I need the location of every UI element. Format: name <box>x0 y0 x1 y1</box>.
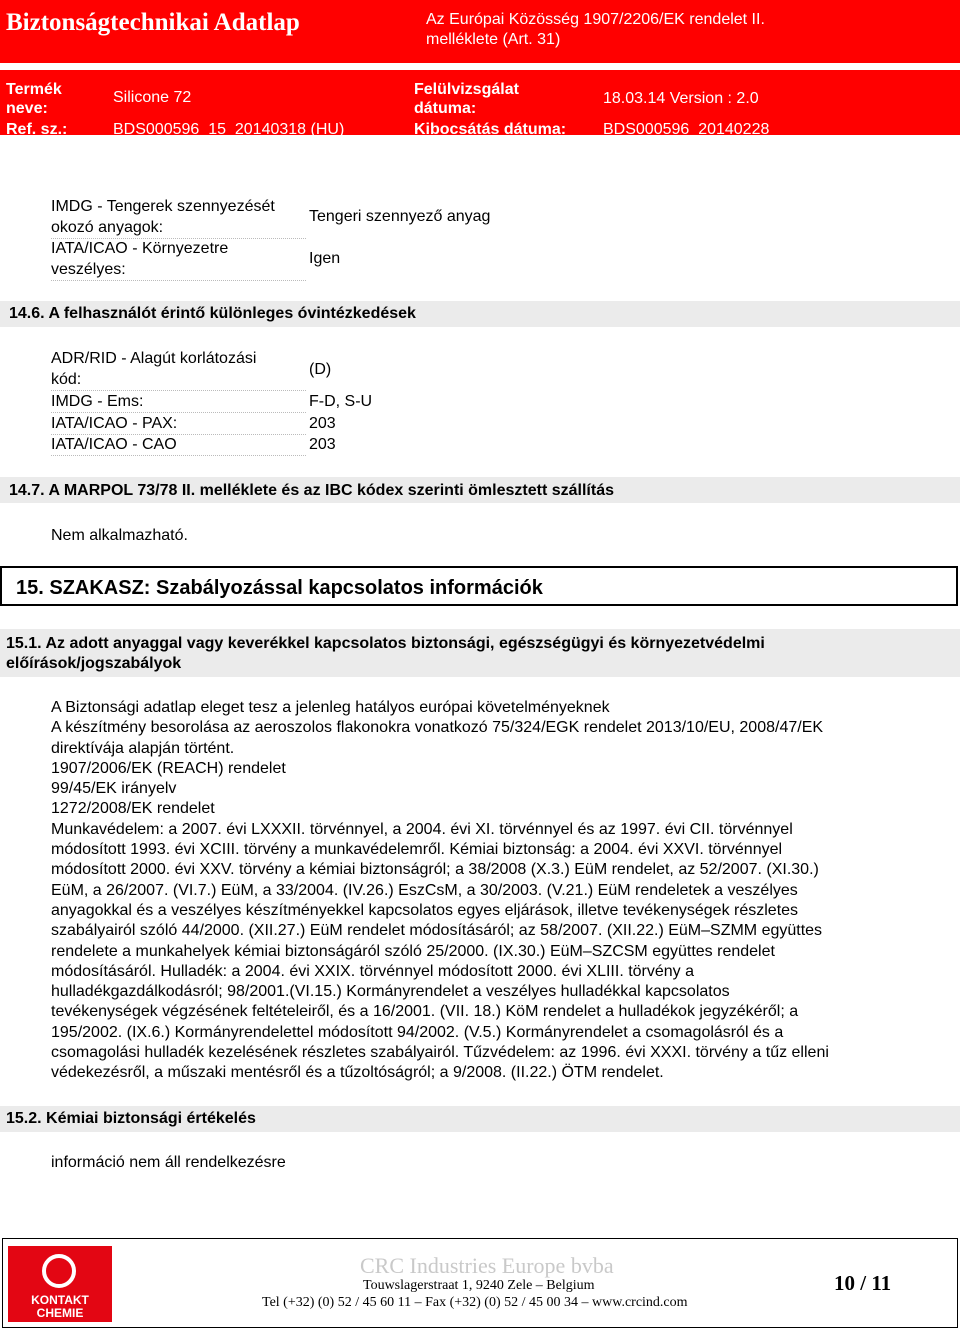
page-number: 10 / 11 <box>834 1271 892 1295</box>
env-row-air-label: IATA/ICAO - Környezetre veszélyes: <box>51 238 306 281</box>
section-15-heading: 15. SZAKASZ: Szabályozással kapcsolatos információk <box>0 566 958 606</box>
body-line: 99/45/EK irányelv <box>51 780 177 798</box>
body-line: védekezésről, a műszaki mentésről és a tűzoltóságról; a 9/2008. (II.22.) ÖTM rendelet. <box>51 1064 664 1082</box>
section-14-6-heading: 14.6. A felhasználót érintő különleges óvintézkedések <box>0 301 960 327</box>
env-row-marine-value: Tengeri szennyező anyag <box>309 208 491 225</box>
pax-value: 203 <box>309 415 336 432</box>
body-line: A készítmény besorolása az aeroszolos flakonokra vonatkozó 75/324/EGK rendelet 2013/10/EU, 2008/47/EK <box>51 719 824 737</box>
issue-date: BDS000596_20140228 <box>603 121 770 138</box>
body-line: módosításáról. Hulladék: a 2004. évi XXIX. törvénnyel módosított 2000. évi XLIII. törvény a <box>51 962 695 980</box>
body-line: anyagokkal és a veszélyes készítményekkel kapcsolatos egyes eljárások, illetve tevékenységek részletes <box>51 901 799 919</box>
tunnel-code-value: (D) <box>309 361 332 378</box>
document-title: Biztonságtechnikai Adatlap <box>6 9 300 36</box>
regulation-reference: Az Európai Közösség 1907/2206/EK rendelet II. melléklete (Art. 31) <box>426 11 765 48</box>
body-line: EüM, a 26/2007. (VI.7.) EüM, a 33/2004. (IV.26.) EszCsM, a 30/2003. (V.21.) EüM rendeletek a veszélyes <box>51 881 798 899</box>
section-15-2-heading: 15.2. Kémiai biztonsági értékelés <box>0 1106 960 1132</box>
product-name-label: Termék neve: <box>6 81 62 117</box>
ref-number: BDS000596_15_20140318 (HU) <box>113 121 345 138</box>
tunnel-code-label: ADR/RID - Alagút korlátozási kód: <box>51 348 306 391</box>
body-line: szabályairól szóló 44/2000. (XII.27.) EüM rendelet módosításáról; az 58/2007. (XII.22.) EüM–SZMM együttes <box>51 922 823 940</box>
body-line: módosított 1993. évi XCIII. törvény a munkavédelemről. Kémiai biztonság: a 2004. évi XXVI. törvénnyel <box>51 841 783 859</box>
section-14-7-text: Nem alkalmazható. <box>51 527 188 544</box>
cao-label: IATA/ICAO - CAO <box>51 434 306 456</box>
company-contact: Tel (+32) (0) 52 / 45 60 11 – Fax (+32) (0) 52 / 45 00 34 – www.crcind.com <box>262 1295 688 1310</box>
product-name: Silicone 72 <box>113 89 192 106</box>
logo-ring-icon <box>42 1254 76 1288</box>
body-line: Munkavédelem: a 2007. évi LXXXII. törvénnyel, a 2004. évi XI. törvénnyel és az 1997. évi CII. törvénnyel <box>51 820 793 838</box>
body-line: direktívája alapján történt. <box>51 739 235 757</box>
section-15-1-body <box>51 698 829 1084</box>
body-line: rendelete a munkahelyek kémiai biztonságáról szóló 25/2000. (IX.30.) EüM–SZCSM együttes rendelet <box>51 942 775 960</box>
body-line: csomagolási hulladék kezelésének részletes szabályairól. Tűzvédelem: az 1996. évi XXXI. törvény a tűz elleni <box>51 1044 829 1062</box>
body-line: 195/2002. (IX.6.) Kormányrendelettel módosított 94/2002. (V.5.) Kormányrendelet a csomagolásról és a <box>51 1023 784 1041</box>
section-15-2-text: információ nem áll rendelkezésre <box>51 1154 286 1171</box>
product-metadata <box>0 70 960 138</box>
env-row-marine-label: IMDG - Tengerek szennyezését okozó anyagok: <box>51 196 306 239</box>
kontakt-chemie-logo: KONTAKT CHEMIE <box>8 1246 112 1322</box>
pax-label: IATA/ICAO - PAX: <box>51 413 306 435</box>
env-row-air-value: Igen <box>309 250 341 267</box>
review-date-label: Felülvizsgálat dátuma: <box>414 81 519 117</box>
ref-label: Ref. sz.: <box>6 121 68 138</box>
section-14-7-heading: 14.7. A MARPOL 73/78 II. melléklete és az IBC kódex szerinti ömlesztett szállítás <box>0 477 960 503</box>
body-line: A Biztonsági adatlap eleget tesz a jelenleg hatályos európai követelményeknek <box>51 699 610 716</box>
issue-date-label: Kibocsátás dátuma: <box>414 121 567 138</box>
ems-label: IMDG - Ems: <box>51 391 306 413</box>
cao-value: 203 <box>309 436 336 453</box>
body-line: tevékenységek végzésének feltételeiről, és a 16/2001. (VII. 18.) KöM rendelet a hulladékok jegyzékéről; a <box>51 1003 799 1021</box>
ems-value: F-D, S-U <box>309 393 373 410</box>
section-15-1-heading: 15.1. Az adott anyaggal vagy keverékkel kapcsolatos biztonsági, egészségügyi és környezetvédelmi előírások/jogszabályok <box>0 629 960 677</box>
review-date: 18.03.14 Version : 2.0 <box>603 90 759 107</box>
company-name: CRC Industries Europe bvba <box>360 1253 614 1278</box>
company-address: Touwslagerstraat 1, 9240 Zele – Belgium <box>363 1278 595 1293</box>
body-line: 1272/2008/EK rendelet <box>51 800 215 818</box>
body-line: hulladékgazdálkodásról; 98/2001.(VI.15.) Kormányrendelet a veszélyes hulladékkal kapcsolatos <box>51 983 730 1001</box>
body-line: módosított 2000. évi XXV. törvény a kémiai biztonságról; a 38/2008 (X.3.) EüM rendelet, az 52/2007. (XI.30.) <box>51 861 819 879</box>
body-line: 1907/2006/EK (REACH) rendelet <box>51 759 286 777</box>
